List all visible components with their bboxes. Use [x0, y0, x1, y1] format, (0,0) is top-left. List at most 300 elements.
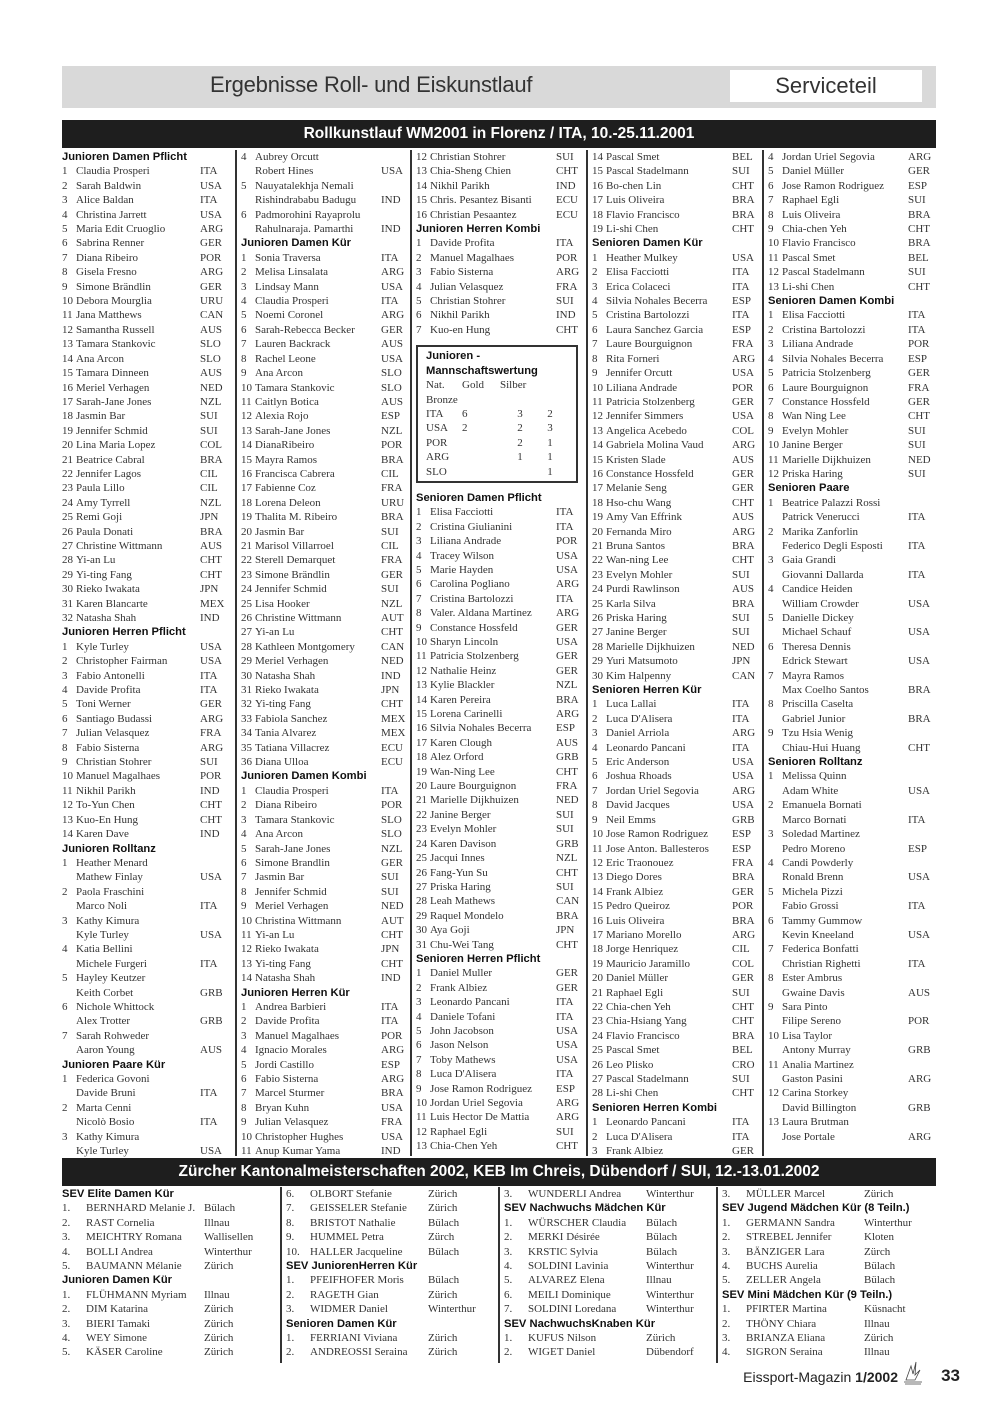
magazine-name: Eissport-Magazin [743, 1369, 852, 1385]
result-rank: 1. [722, 1216, 731, 1229]
result-row [592, 842, 762, 856]
result-name: Candice Heiden [782, 583, 853, 596]
result-name: Wan-ning Lee [606, 554, 669, 567]
result-row [241, 352, 411, 366]
result-row [768, 582, 938, 596]
result-name: Frank Albiez [430, 981, 488, 994]
result-row [286, 1345, 498, 1359]
result-name: Ana Arcon [255, 367, 303, 380]
result-row [768, 395, 938, 409]
result-rank: 3 [62, 194, 68, 207]
result-rank: 20 [416, 780, 427, 793]
result-row [592, 150, 762, 164]
result-row [592, 625, 762, 639]
result-nation [200, 1130, 230, 1144]
result-name: Carina Storkey [782, 1087, 849, 1100]
result-row [62, 712, 230, 726]
result-nation: ECU [556, 208, 578, 221]
result-nation: IND [381, 972, 401, 985]
result-name: WÜRSCHER Claudia [528, 1216, 627, 1229]
result-rank: 32 [62, 612, 73, 624]
result-rank: 4 [592, 295, 598, 308]
result-rank: 19 [592, 957, 603, 970]
result-rank: 33 [241, 712, 252, 725]
result-rank: 12 [768, 467, 779, 480]
result-nation: FRA [381, 1116, 403, 1129]
result-rank: 2 [416, 981, 422, 994]
result-nation: CIL [200, 482, 218, 495]
result-name: Laure Bourguignon [782, 381, 869, 394]
result-row [62, 769, 230, 783]
result-rank: 9 [62, 280, 68, 293]
result-name: Jasmin Bar [255, 871, 305, 884]
result-name: Thalita M. Ribeiro [255, 511, 338, 524]
result-nation [200, 942, 230, 956]
result-rank: 28 [241, 640, 252, 653]
result-nation: ITA [908, 323, 926, 336]
result-name: BIERI Tamaki [86, 1317, 151, 1330]
result-row [62, 1345, 274, 1359]
result-row [416, 995, 586, 1009]
result-nation: POR [200, 770, 222, 783]
result-rank: 8 [592, 799, 598, 812]
result-row [768, 308, 938, 322]
result-rank: 12 [62, 323, 73, 336]
result-nation [908, 669, 938, 683]
result-rank: 6 [768, 179, 774, 192]
result-rank: 24 [592, 1029, 603, 1042]
result-rank: 12 [62, 799, 73, 812]
result-row [416, 635, 586, 649]
result-row [241, 381, 411, 395]
result-name: To-Yun Chen [76, 799, 135, 812]
result-nation: GER [732, 482, 754, 495]
result-nation [908, 1029, 938, 1043]
result-nation: SUI [732, 1073, 750, 1085]
result-row [416, 750, 586, 764]
result-name: THÖNY Chiara [746, 1317, 817, 1330]
result-rank: 1 [241, 251, 247, 264]
event2-results [62, 1187, 936, 1363]
result-row [768, 467, 938, 481]
medal-table-header-cell: Silber [500, 379, 527, 392]
result-nation: JPN [200, 583, 219, 596]
result-rank: 2. [286, 1346, 295, 1359]
result-rank: 5 [62, 223, 68, 236]
result-name: Davide Bruni [76, 1087, 136, 1100]
result-rank: 3 [62, 914, 68, 927]
result-row [241, 640, 411, 654]
result-nation: SUI [200, 410, 218, 423]
result-rank [768, 1072, 782, 1086]
result-nation: SUI [556, 880, 574, 893]
result-row [768, 899, 938, 913]
result-nation: GER [732, 467, 754, 480]
result-nation: ITA [381, 295, 399, 308]
result-rank: 22 [241, 554, 252, 567]
result-row [241, 1029, 411, 1043]
result-rank: 1 [416, 237, 422, 250]
result-row [768, 280, 938, 294]
result-nation: COL [732, 424, 754, 437]
result-club: Zürich [204, 1260, 234, 1273]
result-row [768, 553, 938, 567]
result-name: Laura Sanchez Garcia [606, 323, 704, 336]
result-rank: 7 [241, 338, 247, 351]
result-nation: CHT [556, 323, 578, 336]
result-nation: ITA [200, 957, 218, 970]
result-row [592, 769, 762, 783]
result-name: Pascal Stadelmann [606, 1073, 689, 1085]
result-name: Francisca Cabrera [255, 467, 335, 480]
result-rank: 26 [62, 525, 73, 538]
result-row [62, 827, 230, 841]
result-nation: CHT [732, 179, 754, 192]
result-club: Küsnacht [864, 1303, 906, 1316]
result-rank [62, 1014, 76, 1028]
result-rank: 4 [416, 549, 422, 562]
result-nation: ITA [381, 251, 399, 264]
result-name: ALVAREZ Elena [528, 1274, 605, 1287]
result-nation: COL [732, 957, 754, 970]
result-nation: GRB [908, 1044, 931, 1057]
result-row [416, 1096, 586, 1110]
result-rank: 6. [504, 1288, 513, 1301]
section-badge: Serviceteil [730, 70, 922, 102]
result-rank: 9 [768, 424, 774, 437]
result-name: Janine Berger [782, 439, 843, 452]
result-rank: 21 [241, 539, 252, 552]
result-rank: 2 [416, 520, 422, 533]
result-row [592, 942, 762, 956]
result-name: Alez Orford [430, 751, 484, 764]
result-nation [908, 1058, 938, 1072]
result-nation: NZL [381, 597, 403, 610]
result-name: Gaia Grandi [782, 554, 837, 567]
result-rank: 8 [768, 698, 774, 711]
result-row [592, 914, 762, 928]
section-heading: SEV Jugend Mädchen Kür (8 Teiln.) [722, 1202, 910, 1215]
result-nation: ECU [381, 756, 403, 769]
result-row [416, 193, 586, 207]
result-nation: ARG [200, 741, 224, 754]
result-nation: IND [381, 1145, 401, 1158]
result-row [62, 510, 230, 524]
footer-magazine-info [743, 1369, 898, 1385]
result-row [241, 755, 411, 769]
result-rank: 17 [416, 736, 427, 749]
result-row [241, 395, 411, 409]
result-rank: 7 [768, 395, 774, 408]
result-rank: 15 [592, 165, 603, 178]
result-name: Sarah-Jane Jones [255, 842, 331, 855]
section-heading: Junioren Herren Kür [241, 986, 350, 999]
result-rank: 1. [286, 1274, 295, 1287]
result-rank: 2 [592, 266, 598, 279]
result-row [768, 971, 938, 985]
result-rank: 8 [241, 1101, 247, 1114]
result-row [62, 265, 230, 279]
result-row [416, 164, 586, 178]
result-rank: 20 [592, 525, 603, 538]
medal-table-cell: 2 [547, 407, 553, 420]
result-club: Winterthur [646, 1288, 694, 1301]
result-rank: 10 [592, 828, 603, 841]
result-row [592, 1072, 762, 1086]
result-nation: ITA [908, 957, 926, 970]
result-row [768, 409, 938, 423]
result-name: Patricia Stolzenberg [606, 395, 695, 408]
result-rank: 11 [62, 309, 73, 322]
result-rank: 3 [592, 1145, 598, 1158]
result-rank: 8 [241, 352, 247, 365]
result-row [62, 1014, 230, 1028]
result-nation: IND [556, 309, 576, 322]
result-rank: 5 [416, 295, 422, 308]
result-nation: JPN [556, 924, 575, 937]
result-nation: BRA [908, 684, 931, 697]
result-nation: AUS [732, 583, 755, 596]
result-name: Sharyn Lincoln [430, 636, 499, 648]
result-name: Claudia Prosperi [255, 295, 329, 308]
result-row [416, 549, 586, 563]
result-name: Christina Jarrett [76, 208, 147, 221]
result-row [768, 654, 938, 668]
result-row [592, 352, 762, 366]
result-nation [908, 582, 938, 596]
result-nation: ESP [732, 295, 751, 308]
medal-table-cell: 1 [547, 451, 553, 464]
result-name: Karen Blancarte [76, 597, 148, 610]
result-row [241, 611, 411, 625]
result-nation: ECU [381, 741, 403, 754]
medal-table-header-cell: Nat. [426, 379, 445, 392]
result-row [416, 664, 586, 678]
result-row [241, 813, 411, 827]
result-nation: BRA [200, 525, 223, 538]
result-rank: 1 [592, 698, 598, 711]
result-row [768, 510, 938, 524]
result-nation: CHT [556, 765, 578, 778]
result-row [722, 1245, 936, 1259]
result-rank: 8 [416, 1068, 422, 1081]
result-row [286, 1230, 498, 1244]
result-row [592, 669, 762, 683]
result-row [241, 510, 411, 524]
result-rank: 18 [241, 496, 252, 509]
result-row [592, 1144, 762, 1158]
result-rank [768, 1130, 782, 1144]
result-rank: 9 [592, 367, 598, 380]
result-name: Emanuela Bornati [782, 799, 862, 812]
result-nation: FRA [200, 727, 222, 740]
result-name: Chia-chen Yeh [606, 1000, 671, 1013]
result-rank: 11 [768, 251, 779, 264]
result-name: Karen Clough [430, 736, 493, 749]
result-row [592, 280, 762, 294]
result-name: Joshua Rhoads [606, 770, 672, 783]
result-club: Winterthur [428, 1303, 476, 1316]
results-column [410, 150, 586, 1156]
result-row [768, 697, 938, 711]
result-row [241, 323, 411, 337]
result-club: Bülach [428, 1216, 460, 1229]
result-name: Melissa Quinn [782, 770, 847, 783]
result-name: Katia Bellini [76, 943, 133, 956]
section-heading: Junioren Damen Kombi [241, 770, 367, 783]
result-row [241, 222, 411, 236]
result-name: DianaRibeiro [255, 439, 315, 452]
result-name: Pascal Smet [782, 251, 836, 264]
result-rank: 2. [286, 1288, 295, 1301]
result-row [592, 1029, 762, 1043]
result-name: Gisela Fresno [76, 266, 137, 279]
result-row [416, 981, 586, 995]
result-nation [381, 179, 411, 193]
result-club: Winterthur [646, 1188, 694, 1200]
result-row [62, 208, 230, 222]
result-row [416, 150, 586, 164]
result-row [241, 1130, 411, 1144]
result-row [416, 765, 586, 779]
result-row [592, 1115, 762, 1129]
result-nation: IND [200, 612, 220, 624]
result-rank: 14 [592, 151, 603, 163]
result-rank: 7 [62, 251, 68, 264]
result-rank: 7 [62, 727, 68, 740]
result-row [241, 337, 411, 351]
result-nation [908, 971, 938, 985]
result-nation: GRB [556, 751, 579, 764]
result-rank: 3. [286, 1303, 295, 1316]
result-name: Julian Velasquez [255, 1116, 329, 1129]
result-nation: GER [908, 395, 930, 408]
result-name: John Jacobson [430, 1024, 494, 1037]
result-nation: BRA [908, 712, 931, 725]
result-name: Aubrey Orcutt [255, 151, 319, 163]
result-nation: USA [556, 1053, 579, 1066]
result-row [768, 1043, 938, 1057]
result-rank: 19 [592, 511, 603, 524]
result-name: Cristina Bartolozzi [606, 309, 690, 322]
result-name: Natasha Shah [255, 669, 316, 682]
result-row [62, 251, 230, 265]
result-rank: 5 [768, 367, 774, 380]
result-name: Cristina Bartolozzi [430, 592, 514, 605]
result-club: Zürich [428, 1332, 458, 1345]
result-nation: SUI [200, 756, 218, 769]
result-name: Daniel Muller [430, 967, 493, 980]
result-name: Ignacio Morales [255, 1044, 327, 1057]
result-name: Analia Martinez [782, 1058, 854, 1071]
result-name: Sterell Demarquet [255, 554, 336, 567]
result-rank: 11 [416, 650, 427, 663]
result-rank: 3 [241, 1029, 247, 1042]
result-rank: 3 [241, 813, 247, 826]
result-row [592, 251, 762, 265]
result-nation: USA [908, 655, 931, 668]
result-row [286, 1288, 498, 1302]
result-name: Meriel Verhagen [255, 900, 329, 913]
result-name: Padmorohini Rayaprolu [255, 208, 361, 221]
result-name: Giovanni Dallarda [782, 568, 864, 581]
result-rank: 4 [768, 352, 774, 365]
result-rank: 14 [592, 439, 603, 452]
result-nation [908, 1086, 938, 1100]
result-nation: CIL [200, 467, 218, 480]
result-row [241, 467, 411, 481]
result-rank [768, 625, 782, 639]
result-name: Yi-ting Fang [255, 957, 311, 970]
result-name: RAGETH Gian [310, 1288, 379, 1301]
result-row [722, 1273, 936, 1287]
result-name: Liliana Andrade [782, 338, 854, 351]
result-rank: 25 [416, 852, 427, 865]
result-nation: AUS [908, 986, 931, 999]
result-name: WIGET Daniel [528, 1346, 596, 1359]
result-row [768, 1014, 938, 1028]
result-name: Tzu Hsia Wenig [782, 727, 854, 740]
result-rank: 18 [416, 751, 427, 764]
result-row [768, 496, 938, 510]
result-name: OLBORT Stefanie [310, 1188, 392, 1200]
result-name: Chia-chen Yeh [782, 223, 847, 236]
result-row [416, 693, 586, 707]
result-name: Santiago Budassi [76, 712, 153, 725]
result-rank: 3. [722, 1332, 731, 1345]
result-nation: SLO [381, 381, 402, 394]
result-rank: 16 [592, 179, 603, 192]
result-name: Jana Matthews [76, 309, 142, 322]
result-name: Chia-Chen Yeh [430, 1140, 498, 1153]
result-rank: 4 [241, 828, 247, 841]
result-rank: 2. [504, 1346, 513, 1359]
result-name: Chu-Wei Tang [430, 938, 494, 951]
result-rank: 3 [416, 535, 422, 548]
medal-table-row [426, 436, 572, 450]
result-rank: 13 [592, 871, 603, 884]
result-name: Marielle Dijkhuizen [782, 453, 871, 466]
result-name: Mauricio Jaramillo [606, 957, 691, 970]
result-name: Tamara Dinneen [76, 367, 149, 380]
result-rank: 4. [722, 1260, 731, 1273]
result-name: Natasha Shah [76, 612, 137, 624]
result-nation: ARG [908, 1130, 932, 1143]
result-rank: 8 [416, 607, 422, 620]
result-name: Raphael Egli [782, 194, 840, 207]
result-nation: ITA [732, 1130, 750, 1143]
result-row [416, 851, 586, 865]
result-rank: 10 [416, 1097, 427, 1109]
result-rank [768, 784, 782, 798]
result-rank: 19 [62, 424, 73, 437]
result-row [62, 640, 230, 654]
result-row [592, 481, 762, 495]
result-rank: 5 [768, 885, 774, 898]
result-row [416, 294, 586, 308]
result-nation: CHT [200, 799, 222, 812]
result-name: Claudia Prosperi [255, 784, 329, 797]
result-nation: ITA [556, 237, 574, 250]
medal-table-header [426, 378, 572, 392]
result-row [722, 1345, 936, 1359]
result-name: Jose Ramon Rodriguez [430, 1082, 533, 1095]
result-rank: 3. [62, 1317, 71, 1330]
result-rank: 26 [416, 866, 427, 879]
result-nation [908, 856, 938, 870]
result-nation: NED [381, 900, 404, 913]
result-row [592, 798, 762, 812]
